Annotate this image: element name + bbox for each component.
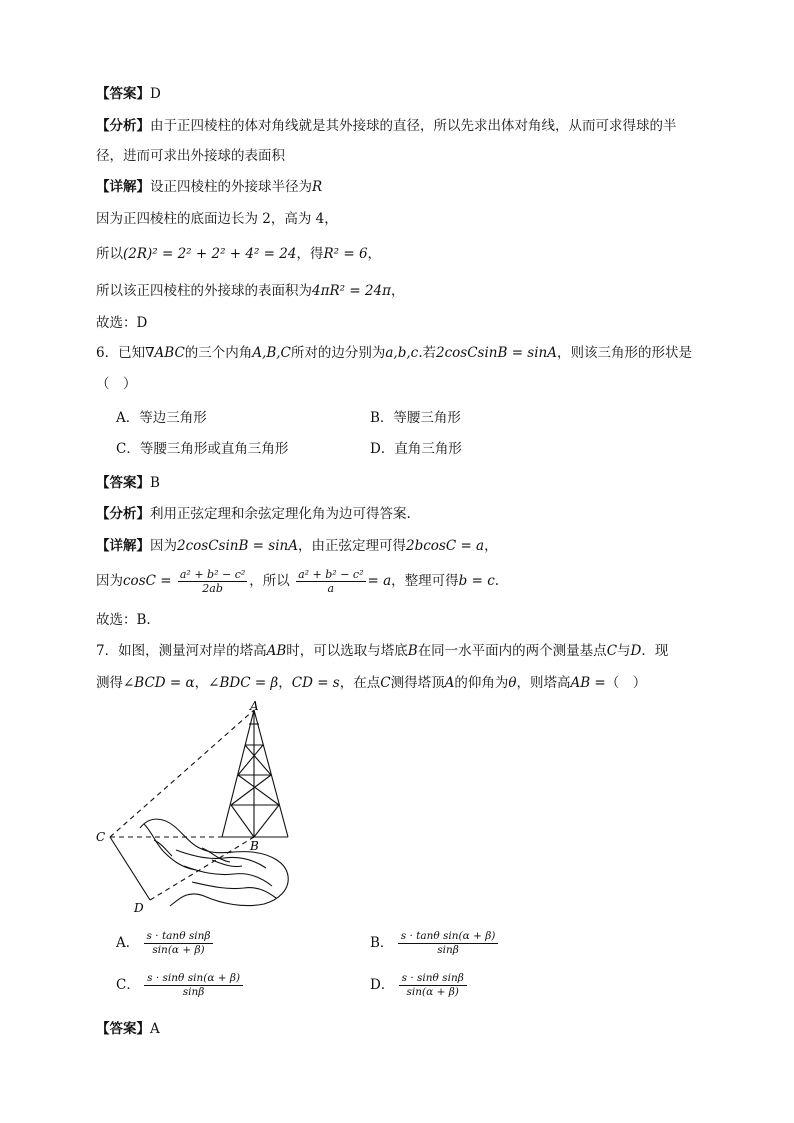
q5-detail-line-2: 因为正四棱柱的底面边长为 2，高为 4， [96, 211, 338, 227]
q7-option-a[interactable]: A． $\frac{\text{s · tanθ sinβ}}{\sin(\alpha + \beta)}$ [116, 930, 213, 957]
q6-choice: 故选：B. [96, 612, 151, 628]
label-b: B [250, 839, 259, 853]
q7-option-c[interactable]: C． $\frac{\text{s · sinθ sin(α + β)}}{\sin\beta}$ [116, 972, 243, 999]
q6-detail-line-2: 因为cosC = $\frac{\text{a² + b² − c²}}{2ab}$ ，所以 $\frac{\text{a² + b² − c²}}{a}$ = a，整理可得b = c. [96, 568, 500, 595]
q7-answer: A [150, 1021, 160, 1037]
detail-tag: 【详解】 [96, 179, 150, 195]
option-fraction: $\frac{\text{s · sinθ sin(α + β)}}{\sin\beta}$ [144, 972, 243, 999]
q7-option-b[interactable]: B． $\frac{\text{s · tanθ sin(α + β)}}{\sin\beta}$ [370, 930, 498, 957]
q6-option-a[interactable]: A．等边三角形 [116, 410, 207, 426]
label-c: C [96, 830, 106, 844]
answer-tag: 【答案】 [96, 86, 150, 102]
q6-detail-line-1: 【详解】因为2cosCsinB = sinA，由正弦定理可得2bcosC = a， [96, 538, 498, 554]
q7-stem-line-1: 7．如图，测量河对岸的塔高AB时，可以选取与塔底B在同一水平面内的两个测量基点C与D．现 [96, 643, 669, 659]
segment-cd [110, 837, 150, 900]
q5-answer: D [150, 86, 161, 102]
q6-option-d[interactable]: D．直角三角形 [370, 441, 462, 457]
q5-detail-line-3: 所以(2R)² = 2² + 2² + 4² = 24，得R² = 6， [96, 246, 382, 262]
q6-answer-line: 【答案】B [96, 475, 160, 491]
label-d: D [134, 901, 144, 915]
sight-line-ca [110, 710, 254, 837]
q6-stem-line-2: （ ） [96, 376, 137, 392]
q5-detail-line-1: 【详解】设正四棱柱的外接球半径为R [96, 179, 323, 195]
river-bank [140, 819, 288, 906]
q5-analysis-line-1: 【分析】由于正四棱柱的体对角线就是其外接球的直径，所以先求出体对角线，从而可求得球的半 [96, 118, 677, 134]
q6-analysis-line: 【分析】利用正弦定理和余弦定理化角为边可得答案. [96, 506, 411, 522]
q5-choice: 故选：D [96, 315, 148, 331]
q5-detail-line-4: 所以该正四棱柱的外接球的表面积为4πR² = 24π， [96, 283, 405, 299]
fraction: $\frac{\text{a² + b² − c²}}{2ab}$ [179, 568, 246, 595]
fraction: $\frac{\text{a² + b² − c²}}{a}$ [298, 568, 364, 595]
option-fraction: $\frac{\text{s · sinθ sinβ}}{\sin(\alpha + \beta)}$ [399, 972, 467, 999]
q5-analysis-line-2: 径，进而可求出外接球的表面积 [96, 148, 285, 164]
analysis-tag: 【分析】 [96, 118, 150, 134]
q7-answer-line: 【答案】A [96, 1021, 160, 1037]
q6-answer: B [150, 475, 160, 491]
q6-option-b[interactable]: B．等腰三角形 [370, 410, 461, 426]
label-a: A [250, 700, 259, 713]
tower-right-edge [254, 710, 288, 837]
option-fraction: $\frac{\text{s · tanθ sinβ}}{\sin(\alpha + \beta)}$ [144, 930, 214, 957]
tower-river-figure [92, 700, 312, 915]
q7-option-d[interactable]: D． $\frac{\text{s · sinθ sinβ}}{\sin(\alpha + \beta)}$ [370, 972, 467, 999]
q6-option-c[interactable]: C．等腰三角形或直角三角形 [116, 441, 289, 457]
q6-stem-line-1: 6．已知∇ABC的三个内角A,B,C所对的边分别为a,b,c.若2cosCsinB = sinA，则该三角形的形状是 [96, 345, 692, 361]
tower-left-edge [222, 710, 254, 837]
q7-stem-line-2: 测得∠BCD = α，∠BDC = β，CD = s，在点C测得塔顶A的仰角为θ，则塔高AB =（ ） [96, 675, 647, 691]
q5-answer-line [96, 84, 161, 104]
option-fraction: $\frac{\text{s · tanθ sin(α + β)}}{\sin\beta}$ [398, 930, 499, 957]
line-db [150, 837, 254, 900]
